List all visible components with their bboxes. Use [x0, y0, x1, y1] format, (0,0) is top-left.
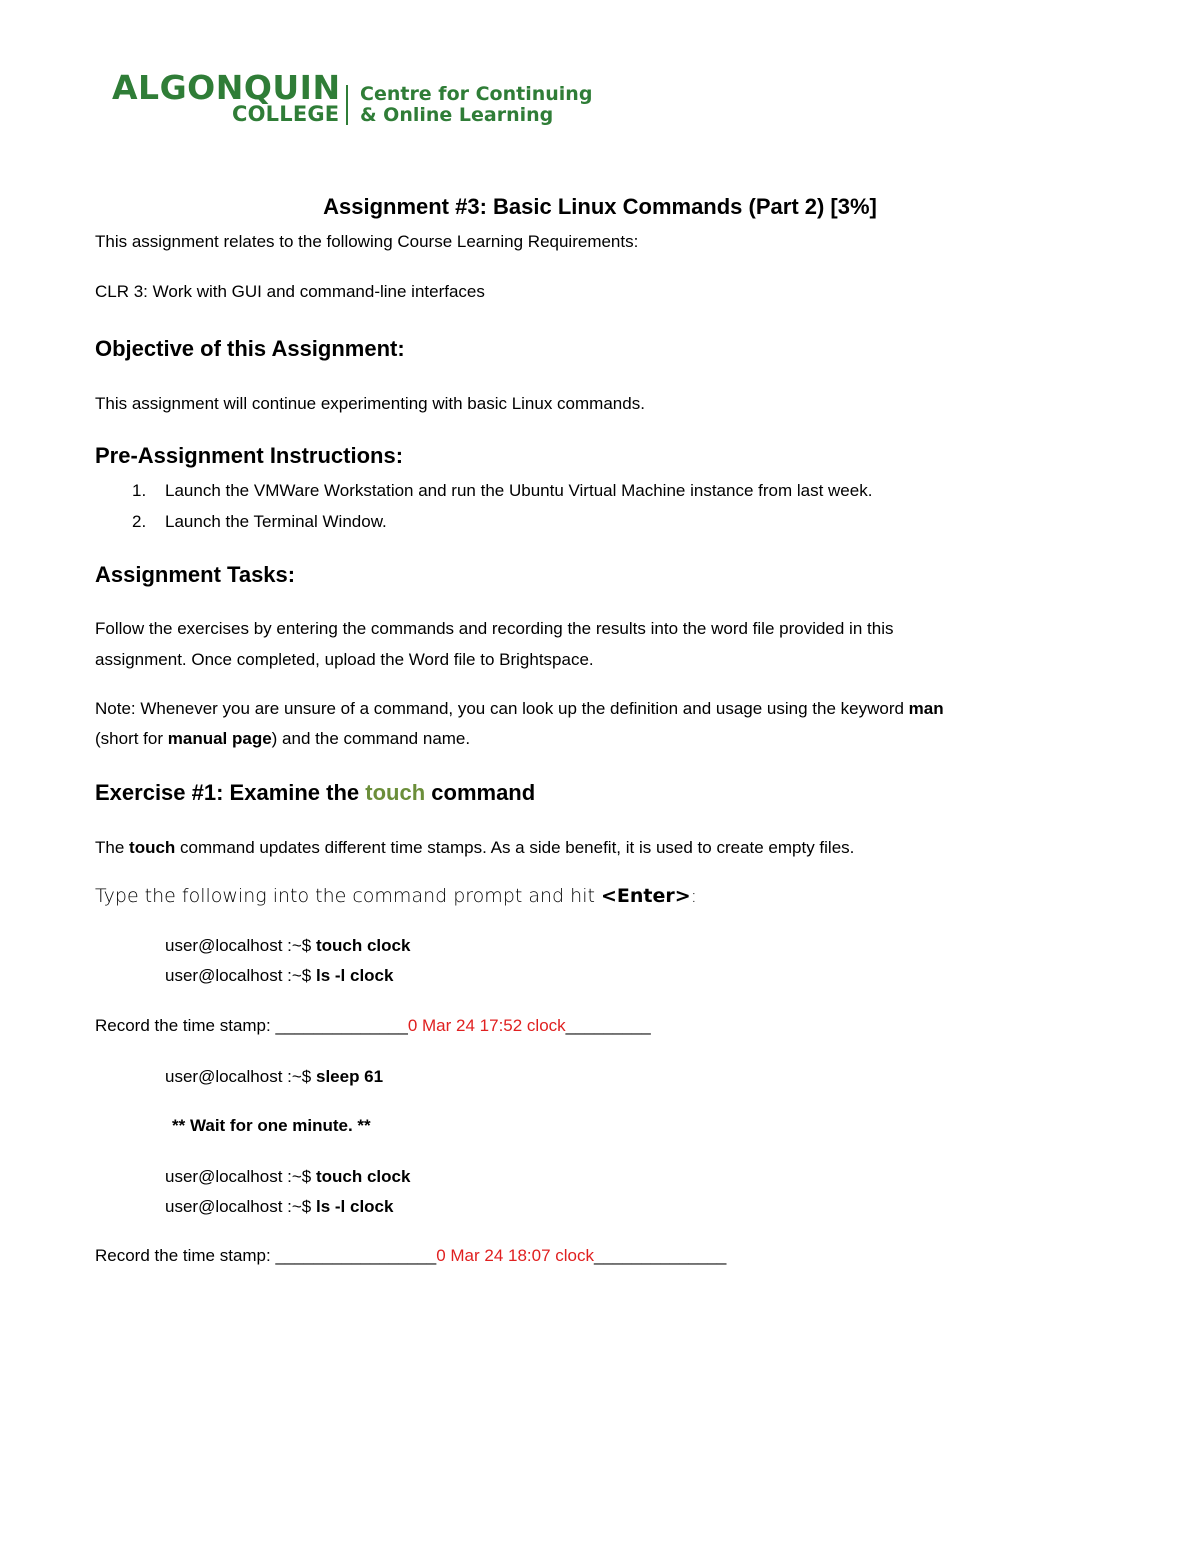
note-keyword-man: man: [908, 699, 944, 718]
logo-centre-line1: Centre for Continuing: [360, 83, 593, 105]
command-line: [165, 1066, 383, 1088]
wait-note: [172, 1115, 371, 1137]
list-number: 1.: [132, 481, 147, 500]
record-label: Record the time stamp:: [95, 1246, 276, 1265]
desc-pre: The: [95, 838, 130, 857]
command-text: ls -l clock: [315, 966, 394, 985]
desc-cmd: touch: [129, 838, 176, 857]
answer-blank: _________________: [275, 1246, 437, 1265]
type-instruction: [95, 885, 697, 907]
list-number: 2.: [132, 512, 147, 531]
command-line: [165, 935, 410, 957]
type-post: :: [690, 885, 698, 907]
tasks-heading: Assignment Tasks:: [95, 562, 296, 587]
desc-post: command updates different time stamps. As a side benefit, it is used to create empty files.: [175, 838, 855, 857]
list-text: Launch the VMWare Workstation and run the Ubuntu Virtual Machine instance from last week.: [165, 481, 873, 500]
tasks-line2: assignment. Once completed, upload the Word file to Brightspace.: [95, 650, 594, 669]
objective-text: This assignment will continue experimenting with basic Linux commands.: [95, 394, 645, 413]
command-line: [165, 965, 393, 987]
command-text: touch clock: [315, 1167, 411, 1186]
command-text: ls -l clock: [315, 1197, 394, 1216]
list-item: [132, 511, 387, 533]
command-text: sleep 61: [315, 1067, 384, 1086]
exercise1-heading-post: command: [425, 780, 536, 805]
page-title: Assignment #3: Basic Linux Commands (Part 2) [3%]: [323, 194, 877, 219]
logo-centre-text: [360, 84, 592, 126]
record-label: Record the time stamp:: [95, 1016, 276, 1035]
pre-heading: Pre-Assignment Instructions:: [95, 443, 404, 468]
exercise1-desc: [95, 837, 854, 859]
list-item: [132, 480, 872, 502]
logo-word-college: COLLEGE: [232, 102, 340, 126]
note2-end: ) and the command name.: [271, 729, 471, 748]
exercise1-heading: [95, 780, 535, 806]
clr-text: CLR 3: Work with GUI and command-line interfaces: [95, 282, 485, 301]
answer-text: 0 Mar 24 18:07 clock: [436, 1246, 595, 1265]
logo-divider: [346, 85, 348, 125]
note-text: Note: Whenever you are unsure of a command, you can look up the definition and usage using the keyword: [95, 699, 909, 718]
exercise1-heading-cmd: touch: [365, 780, 426, 805]
command-line: [165, 1166, 410, 1188]
type-pre: Type the following into the command prompt and hit: [95, 885, 601, 907]
note2-bold: manual page: [167, 729, 272, 748]
command-text: touch clock: [315, 936, 411, 955]
tasks-line1: Follow the exercises by entering the commands and recording the results into the word file provided in this: [95, 619, 894, 638]
objective-heading: Objective of this Assignment:: [95, 336, 405, 361]
college-logo: [112, 70, 342, 130]
logo-word-algonquin: ALGONQUIN: [112, 68, 341, 107]
note-line2: [95, 728, 470, 750]
exercise1-heading-pre: Exercise #1: Examine the: [95, 780, 366, 805]
logo-centre-line2: & Online Learning: [360, 104, 554, 126]
answer-blank: _________: [565, 1016, 651, 1035]
command-line: [165, 1196, 393, 1218]
intro-text: This assignment relates to the following Course Learning Requirements:: [95, 232, 639, 251]
answer-blank: ______________: [594, 1246, 727, 1265]
answer-blank: ______________: [275, 1016, 408, 1035]
type-key: <Enter>: [600, 885, 691, 907]
list-text: Launch the Terminal Window.: [165, 512, 387, 531]
shell-prompt: user@localhost :~$: [165, 1197, 316, 1216]
shell-prompt: user@localhost :~$: [165, 966, 316, 985]
wait-text: ** Wait for one minute. **: [172, 1116, 371, 1135]
note-line1: [95, 698, 944, 720]
record-line-2: [95, 1245, 726, 1267]
answer-text: 0 Mar 24 17:52 clock: [407, 1016, 566, 1035]
shell-prompt: user@localhost :~$: [165, 1167, 316, 1186]
note2-text: (short for: [95, 729, 168, 748]
record-line-1: [95, 1015, 651, 1037]
shell-prompt: user@localhost :~$: [165, 1067, 316, 1086]
shell-prompt: user@localhost :~$: [165, 936, 316, 955]
